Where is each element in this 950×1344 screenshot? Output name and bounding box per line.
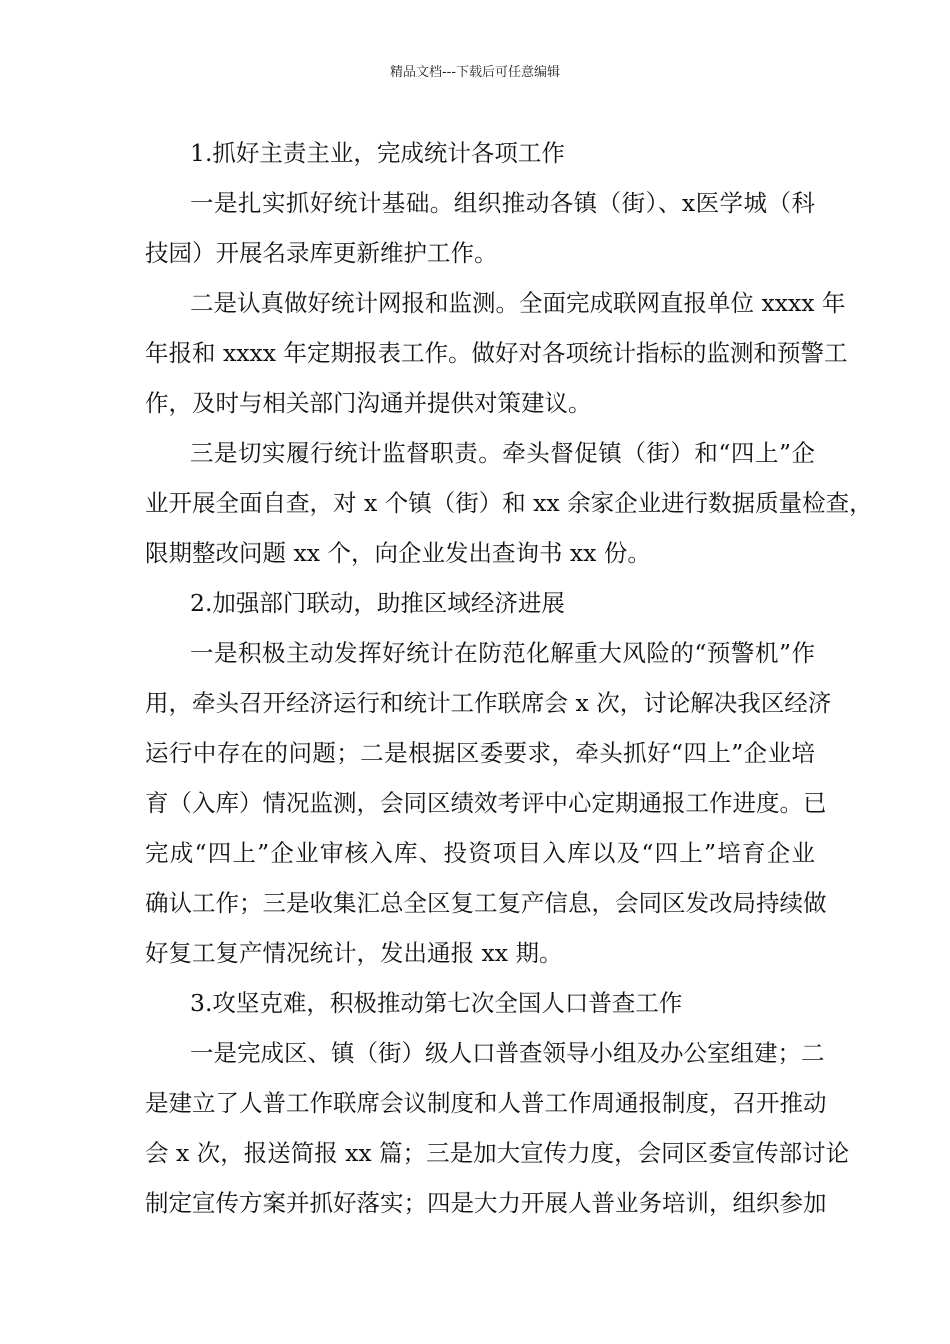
paragraph-line: 业开展全面自查，对 x 个镇（街）和 xx 余家企业进行数据质量检查， <box>145 489 873 517</box>
paragraph-line: 制定宣传方案并抓好落实；四是大力开展人普业务培训，组织参加 <box>145 1189 827 1217</box>
document-body <box>145 128 873 1228</box>
paragraph-line: 育（入库）情况监测，会同区绩效考评中心定期通报工作进度。已 <box>145 789 827 817</box>
paragraph-line: 一是扎实抓好统计基础。组织推动各镇（街）、x医学城（科 <box>190 189 815 217</box>
paragraph-line: 技园）开展名录库更新维护工作。 <box>145 239 498 267</box>
section-heading-1: 1.抓好主责主业，完成统计各项工作 <box>190 139 565 167</box>
paragraph-line: 三是切实履行统计监督职责。牵头督促镇（街）和“四上”企 <box>190 439 815 467</box>
section-heading-3: 3.攻坚克难，积极推动第七次全国人口普查工作 <box>190 989 683 1017</box>
paragraph-line: 用，牵头召开经济运行和统计工作联席会 x 次，讨论解决我区经济 <box>145 689 832 717</box>
paragraph-line: 完成“四上”企业审核入库、投资项目入库以及“四上”培育企业 <box>145 839 815 867</box>
paragraph-line: 运行中存在的问题；二是根据区委要求，牵头抓好“四上”企业培 <box>145 739 815 767</box>
paragraph-line: 年报和 xxxx 年定期报表工作。做好对各项统计指标的监测和预警工 <box>145 339 848 367</box>
page-header: 精品文档---下载后可任意编辑 <box>389 65 561 80</box>
paragraph-line: 一是完成区、镇（街）级人口普查领导小组及办公室组建；二 <box>190 1039 825 1067</box>
paragraph-line: 好复工复产情况统计，发出通报 xx 期。 <box>145 939 563 967</box>
paragraph-line: 会 x 次，报送简报 xx 篇；三是加大宣传力度，会同区委宣传部讨论 <box>145 1139 850 1167</box>
paragraph-line: 限期整改问题 xx 个，向企业发出查询书 xx 份。 <box>145 539 651 567</box>
paragraph-line: 是建立了人普工作联席会议制度和人普工作周通报制度，召开推动 <box>145 1089 827 1117</box>
paragraph-line: 二是认真做好统计网报和监测。全面完成联网直报单位 xxxx 年 <box>190 289 846 317</box>
paragraph-line: 作，及时与相关部门沟通并提供对策建议。 <box>145 389 592 417</box>
paragraph-line: 一是积极主动发挥好统计在防范化解重大风险的“预警机”作 <box>190 639 815 667</box>
section-heading-2: 2.加强部门联动，助推区域经济进展 <box>190 589 565 617</box>
paragraph-line: 确认工作；三是收集汇总全区复工复产信息，会同区发改局持续做 <box>145 889 827 917</box>
